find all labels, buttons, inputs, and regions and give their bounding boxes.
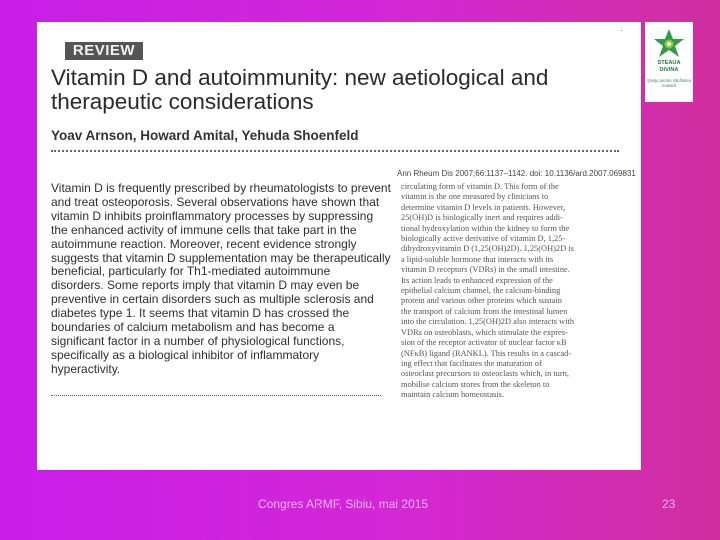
corner-mark: · [620, 26, 623, 35]
body-line: dihydroxyvitamin D (1,25(OH)2D). 1,25(OH)2D is [401, 244, 574, 254]
abstract-line: suggests that vitamin D supplementation may be therapeutically [51, 250, 391, 265]
star-icon [651, 28, 687, 60]
title-line: therapeutic considerations [51, 89, 314, 114]
body-line: maintain calcium homeostasis. [401, 390, 505, 400]
abstract-line: disorders. Some reports imply that vitamin D may even be [51, 278, 360, 293]
body-line: 25(OH)D is biologically inert and requires addi- [401, 213, 563, 223]
body-line: determine vitamin D levels in patients. However, [401, 202, 566, 212]
body-line: Its action leads to enhanced expression of the [401, 275, 553, 285]
body-line: VDRs on osteoblasts, which stimulate the expres- [401, 327, 568, 337]
body-line: vitamin is the one measured by clinicians to [401, 192, 549, 202]
body-line: a lipid-soluble hormone that interacts with its [401, 254, 554, 264]
body-line: (NFκB) ligand (RANKL). This results in a cascad- [401, 348, 572, 358]
body-line: epithelial calcium channel, the calcium-binding [401, 286, 561, 296]
dotted-divider [51, 395, 381, 396]
title-line: Vitamin D and autoimmunity: new aetiological and [51, 65, 549, 90]
abstract-line: significant factor in a number of physiological functions, [51, 333, 345, 348]
slide-number: 23 [662, 497, 676, 511]
abstract-line: diabetes type 1. It seems that vitamin D has crossed the [51, 306, 350, 321]
abstract-line: autoimmune reaction. Moreover, recent evidence strongly [51, 236, 357, 251]
article-citation: Ann Rheum Dis 2007;66:1137–1142. doi: 10.1136/ard.2007.069831 [397, 169, 636, 178]
body-line: osteoclast precursors to osteoclasts which, in turn, [401, 369, 569, 379]
body-line: into the circulation. 1,25(OH)2D also interacts with [401, 317, 575, 327]
steaua-divina-logo [645, 22, 693, 102]
abstract-line: hyperactivity. [51, 361, 121, 376]
abstract-line: beneficial, particularly for Th1-mediated autoimmune [51, 264, 331, 279]
review-badge: REVIEW [65, 42, 143, 60]
abstract-line: preventive in certain disorders such as multiple sclerosis and [51, 292, 374, 307]
body-line: vitamin D receptors (VDRs) in the small intestine. [401, 265, 570, 275]
logo-name [645, 60, 693, 74]
body-line: tional hydroxylation within the kidney to form the [401, 223, 570, 233]
body-line: protein and various other proteins which sustain [401, 296, 562, 306]
body-line: biologically active derivative of vitamin D, 1,25- [401, 234, 566, 244]
article-authors: Yoav Arnson, Howard Amital, Yehuda Shoenfeld [51, 128, 359, 143]
article-scan [37, 22, 641, 470]
body-line: ing effect that facilitates the maturation of [401, 358, 542, 368]
abstract-line: vitamin D inhibits proinflammatory processes by suppressing [51, 208, 374, 223]
body-line: sion of the receptor activator of nuclear factor κB [401, 338, 567, 348]
dotted-divider [51, 150, 619, 152]
body-line: circulating form of vitamin D. This form of the [401, 182, 559, 191]
logo-name-line: STEAUA [657, 60, 681, 66]
abstract-line: the enhanced activity of immune cells that take part in the [51, 222, 357, 237]
body-text-column [401, 182, 631, 401]
slide-footer: Congres ARMF, Sibiu, mai 2015 [258, 497, 429, 511]
abstract-line: boundaries of calcium metabolism and has become a [51, 320, 335, 335]
abstract-line: specifically as a biological inhibitor of inflammatory [51, 347, 320, 362]
abstract-line: Vitamin D is frequently prescribed by rheumatologists to prevent [51, 181, 391, 195]
body-line: the transport of calcium from the intestinal lumen [401, 306, 568, 316]
abstract-line: and treat osteoporosis. Several observations have shown that [51, 194, 380, 209]
logo-tagline: Ştiinţa pentru sănătatea noastră [646, 78, 692, 88]
abstract [51, 181, 391, 377]
logo-name-line: DIVINA [659, 67, 679, 73]
body-line: mobilise calcium stores from the skeleton to [401, 379, 550, 389]
article-title [51, 66, 571, 114]
